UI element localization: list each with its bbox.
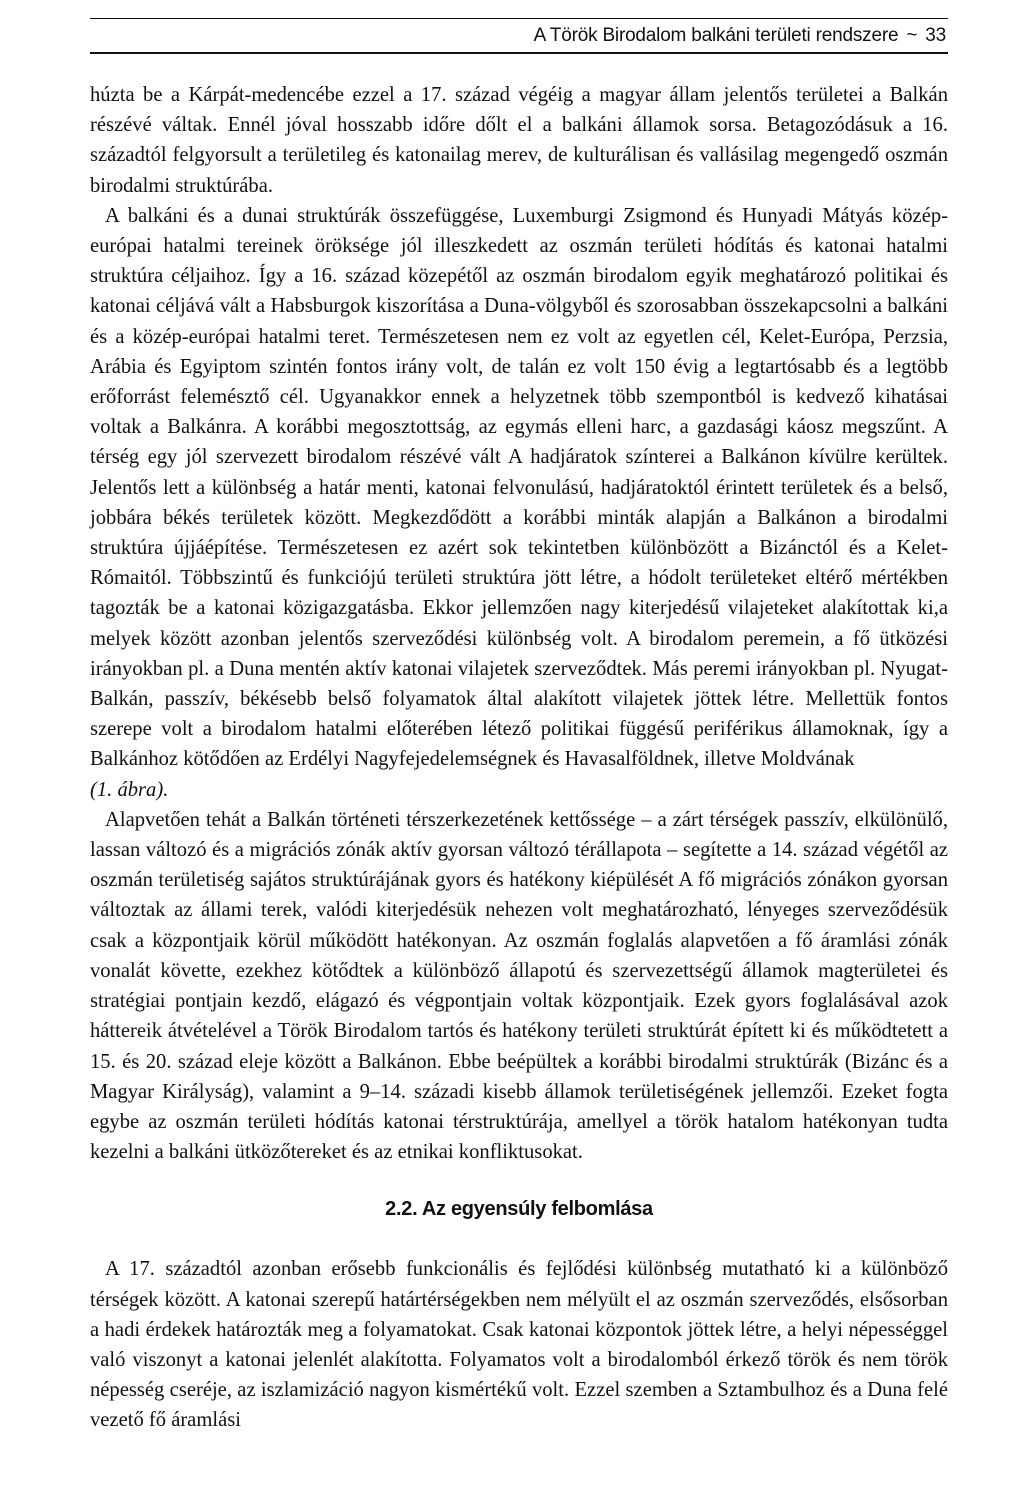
paragraph-section-start: A 17. századtól azonban erősebb funkcionális és fejlődési különbség mutatható ki a különböző térségek között. A katonai szerepű határtérségekben nem mélyült el az oszmán szerveződés, elsősorban a hadi érdekek határozták meg a folyamatokat. Csak katonai központok jöttek létre, a helyi népességgel való viszonyt a katonai jelenlét alakította. Folyamatos volt a birodalomból érkező török és nem török népesség cseréje, az iszlamizáció nagyon kismértékű volt. Ezzel szemben a Sztambulhoz és a Duna felé vezető fő áramlási bbox=[90, 1258, 948, 1432]
section-heading: 2.2. Az egyensúly felbomlása bbox=[385, 1198, 653, 1221]
paragraph-continuation: húzta be a Kárpát-medencébe ezzel a 17. század végéig a magyar állam jelentős területei a Balkán részévé váltak. Ennél jóval hosszabb időre dőlt el a balkáni államok sorsa. Betagozódásuk a 16. századtól felgyorsult a területileg és katonailag merev, de kulturálisan és vallásilag megengedő oszmán birodalmi struktúrába. bbox=[90, 84, 948, 197]
page-number: 33 bbox=[925, 24, 946, 46]
running-title: A Török Birodalom balkáni területi rendszere bbox=[533, 24, 899, 46]
body-text bbox=[90, 80, 948, 1436]
paragraph-spatial-duality: Alapvetően tehát a Balkán történeti térszerkezetének kettőssége – a zárt térségek passzív, elkülönülő, lassan változó és a migrációs zónák aktív gyorsan változó térállapota – segítette a 14. század végétől az oszmán területiség sajátos struktúrájának gyors és hatékony kiépülését A fő migrációs zónákon gyorsan változtak az állami terek, valódi kiterjedésük nehezen volt meghatározható, lényeges szerveződésük csak a központjaik körül működött hatékonyan. Az oszmán foglalás alapvetően a fő áramlási zónák vonalát követte, ezekhez kötődtek a különböző állapotú és szervezettségű államok magterületei és stratégiai pontjain kezdő, elágazó és végpontjain voltak központjaik. Ezek gyors foglalásával azok háttereik átvételével a Török Birodalom tartós és hatékony területi struktúrát épített ki és működtetett a 15. és 20. század eleje között a Balkánon. Ebbe beépültek a korábbi birodalmi struktúrák (Bizánc és a Magyar Királyság), valamint a 9–14. századi kisebb államok területiségének jellemzői. Ezeket fogta egybe az oszmán területi hódítás katonai térstruktúrája, amellyel a török hatalom hatékonyan tudta kezelni a balkáni ütközőtereket és az etnikai konfliktusokat. bbox=[90, 808, 948, 1164]
figure-reference: (1. ábra). bbox=[90, 778, 169, 801]
paragraph-balkan-danube bbox=[90, 201, 948, 805]
running-header bbox=[90, 18, 948, 54]
header-separator: ~ bbox=[906, 24, 918, 46]
book-page bbox=[90, 18, 948, 1436]
paragraph-balkan-danube-text: A balkáni és a dunai struktúrák összefüggése, Luxemburgi Zsigmond és Hunyadi Mátyás közép-európai hatalmi tereinek öröksége jól illeszkedett az oszmán területi hódítás és katonai hatalmi struktúra céljaihoz. Így a 16. század közepétől az oszmán birodalom egyik meghatározó politikai és katonai céljává vált a Habsburgok kiszorítása a Duna-völgyből és szorosabban összekapcsolni a balkáni és a közép-európai hatalmi teret. Természetesen nem ez volt az egyetlen cél, Kelet-Európa, Perzsia, Arábia és Egyiptom szintén fontos irány volt, de talán ez volt 150 évig a legtartósabb és a legtöbb erőforrást felemésztő cél. Ugyanakkor ennek a helyzetnek több szempontból is kedvező kihatásai voltak a Balkánra. A korábbi megosztottság, az egymás elleni harc, a gazdasági káosz megszűnt. A térség egy jól szervezett birodalom részévé vált A hadjáratok színterei a Balkánon kívülre kerültek. Jelentős lett a különbség a határ menti, katonai felvonulású, hadjáratoktól érintett területek és a belső, jobbára békés területek között. Megkezdődött a korábbi minták alapján a Balkánon a birodalmi struktúra újjáépítése. Természetesen ez azért sok tekintetben különbözött a Bizánctól és a Kelet-Rómaitól. Többszintű és funkciójú területi struktúra jött létre, a hódolt területeket eltérő mértékben tagozták be a katonai közigazgatásba. Ekkor jellemzően nagy kiterjedésű vilajeteket alakítottak ki,a melyek között azonban jelentős szerveződési különbség volt. A birodalom peremein, a fő ütközési irányokban pl. a Duna mentén aktív katonai vilajetek szerveződtek. Más peremi irányokban pl. Nyugat-Balkán, passzív, békésebb belső folyamatok által alakított vilajetek jöttek létre. Mellettük fontos szerepe volt a birodalom hatalmi előterében létező politikai függésű periférikus államoknak, így a Balkánhoz kötődően az Erdélyi Nagyfejedelemségnek és Havasalföldnek, illetve Moldvának bbox=[90, 204, 948, 771]
